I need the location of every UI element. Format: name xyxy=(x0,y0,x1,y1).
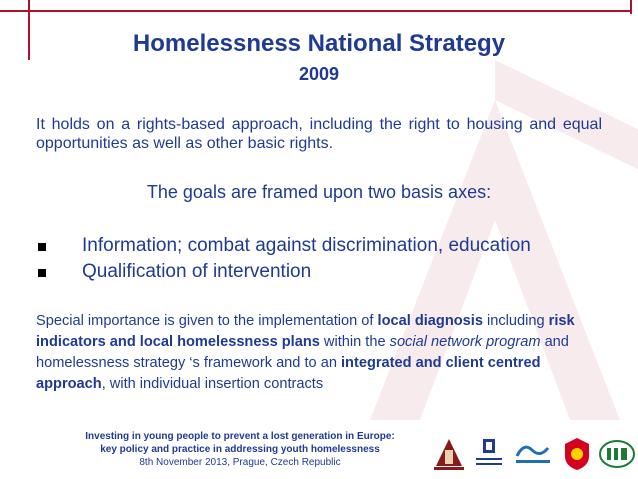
goals-heading: The goals are framed upon two basis axes: xyxy=(146,182,492,202)
list-item-text: Qualification of intervention xyxy=(82,261,312,282)
nadeje-logo xyxy=(512,436,554,472)
footer-line1: Investing in young people to prevent a lost generation in Europe: xyxy=(85,431,395,442)
para-text: , with individual insertion contracts xyxy=(101,376,324,392)
list-item-text: Information; combat against discrimination, education xyxy=(82,235,531,256)
para-text: including xyxy=(482,313,549,329)
para-bold: local diagnosis xyxy=(377,313,483,329)
slide-title: Homelessness National Strategy xyxy=(132,30,506,57)
para-text: Special importance is given to the implementation of xyxy=(36,313,378,329)
para-bold: integrated and client centred approach xyxy=(36,355,541,392)
slide-year: 2009 xyxy=(298,64,340,84)
footer xyxy=(60,430,420,469)
top-border xyxy=(0,10,632,12)
square-bullet-icon xyxy=(38,269,46,277)
list-item xyxy=(36,259,616,285)
para-italic: social network program xyxy=(389,334,541,350)
detail-paragraph xyxy=(36,311,602,395)
footer-line2: key policy and practice in addressing youth homelessness xyxy=(100,444,380,455)
square-bullet-icon xyxy=(38,243,46,251)
right-border xyxy=(630,0,632,14)
alardia-logo xyxy=(432,436,466,472)
armada-spasy-logo xyxy=(472,436,506,472)
para-text: and homelessness strategy ‘s framework and to an xyxy=(36,334,569,371)
partner-logos xyxy=(432,436,637,472)
salvation-army-logo xyxy=(562,436,592,472)
para-text: within the xyxy=(319,334,390,350)
para-bold: risk indicators and local homelessness plans xyxy=(36,313,575,350)
footer-line3: 8th November 2013, Prague, Czech Republic xyxy=(139,457,341,468)
elim-logo xyxy=(598,436,636,472)
goals-list xyxy=(36,233,616,285)
list-item xyxy=(36,233,616,259)
intro-paragraph: It holds on a rights-based approach, including the right to housing and equal opportunities as well as other basic rights. xyxy=(36,116,602,152)
